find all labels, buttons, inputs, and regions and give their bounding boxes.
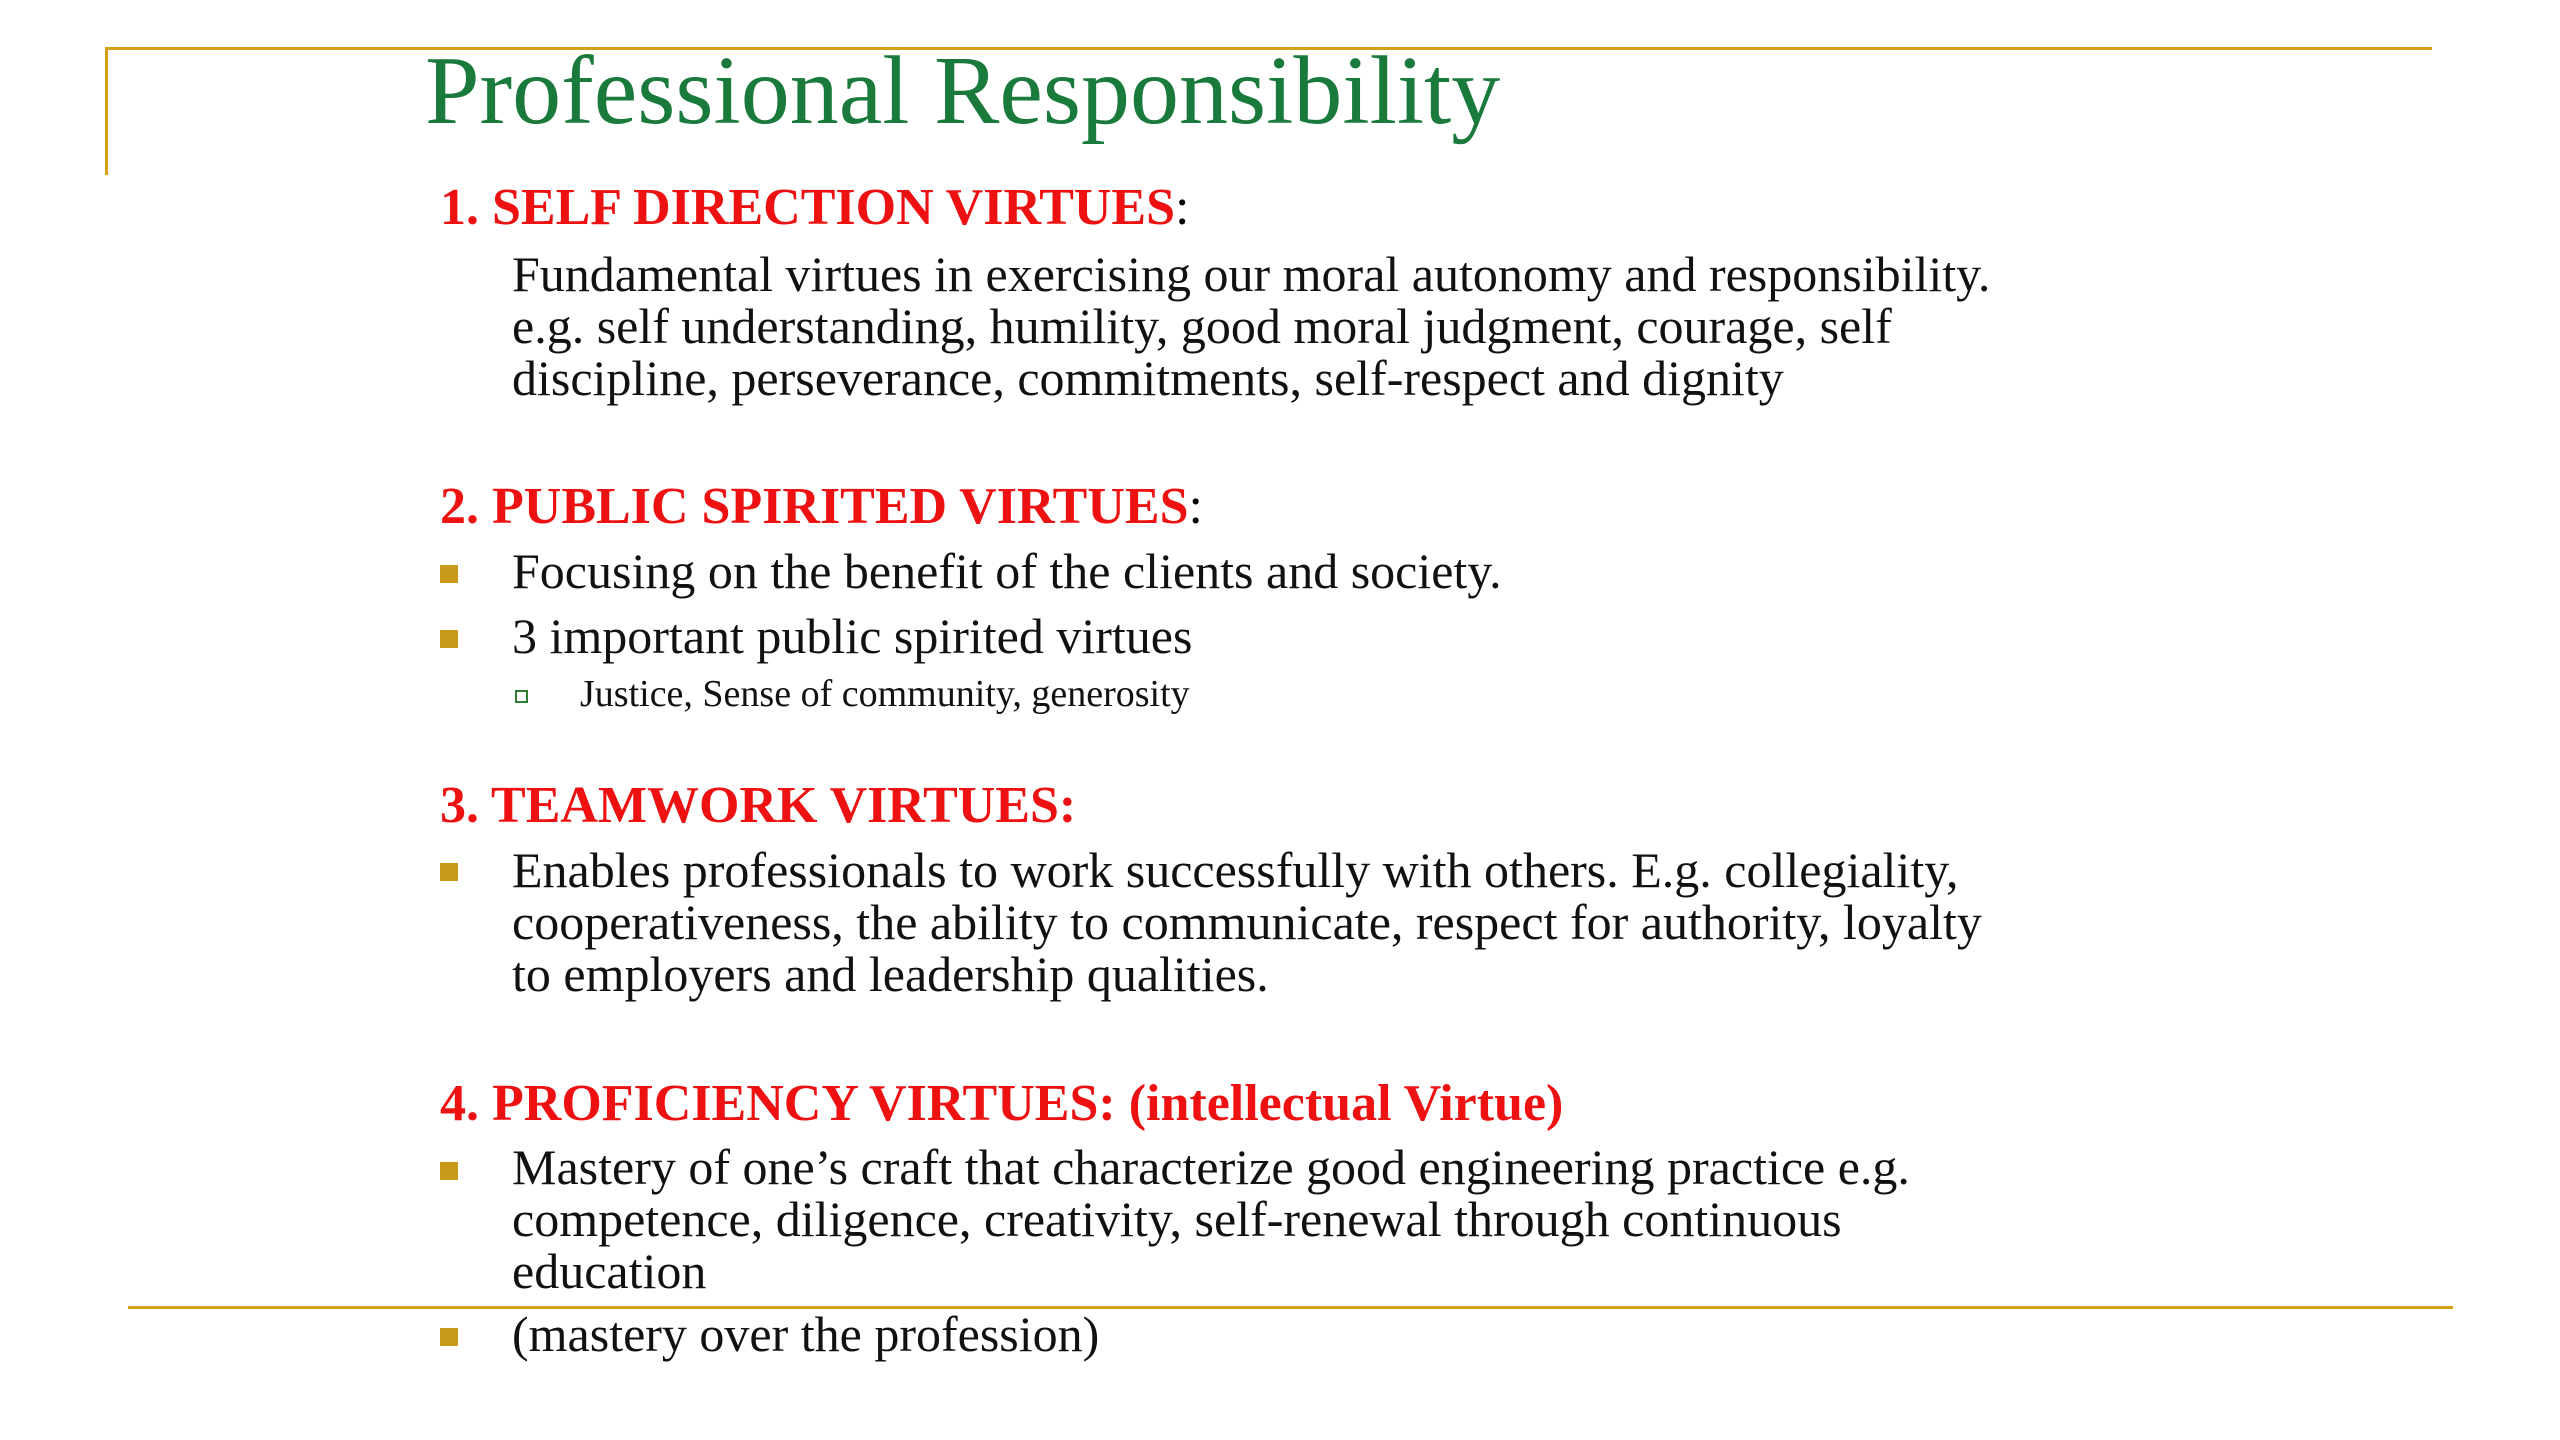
bullet-text: 3 important public spirited virtues: [512, 608, 1193, 664]
square-bullet-icon: [440, 630, 458, 648]
bullet-text: Focusing on the benefit of the clients and society.: [512, 543, 1502, 599]
bottom-rule: [128, 1306, 2453, 1309]
bullet-text: Mastery of one’s craft that characterize good engineering practice e.g.: [512, 1139, 1910, 1195]
section-heading-self-direction: 1. SELF DIRECTION VIRTUES:: [440, 179, 1190, 236]
square-bullet-icon: [440, 863, 458, 881]
bullet-text: (mastery over the profession): [512, 1306, 1100, 1362]
bullet-text: cooperativeness, the ability to communicate, respect for authority, loyalty: [512, 894, 1982, 950]
hollow-square-bullet-icon: [515, 690, 528, 703]
sub-bullet-text: Justice, Sense of community, generosity: [580, 673, 1190, 715]
left-rule: [105, 47, 108, 175]
bullet-text: Enables professionals to work successfully with others. E.g. collegiality,: [512, 842, 1959, 898]
section-heading-teamwork: 3. TEAMWORK VIRTUES:: [440, 777, 1077, 834]
paragraph-line: discipline, perseverance, commitments, self-respect and dignity: [512, 350, 1784, 406]
section-heading-proficiency: 4. PROFICIENCY VIRTUES: (intellectual Virtue): [440, 1075, 1564, 1132]
bullet-text: competence, diligence, creativity, self-renewal through continuous: [512, 1191, 1842, 1247]
square-bullet-icon: [440, 1328, 458, 1346]
bullet-text: to employers and leadership qualities.: [512, 946, 1269, 1002]
paragraph-line: Fundamental virtues in exercising our moral autonomy and responsibility.: [512, 246, 1991, 302]
square-bullet-icon: [440, 565, 458, 583]
paragraph-line: e.g. self understanding, humility, good moral judgment, courage, self: [512, 298, 1892, 354]
square-bullet-icon: [440, 1162, 458, 1180]
section-heading-public-spirited: 2. PUBLIC SPIRITED VIRTUES:: [440, 478, 1203, 535]
slide-title: Professional Responsibility: [425, 37, 1501, 145]
bullet-text: education: [512, 1243, 707, 1299]
